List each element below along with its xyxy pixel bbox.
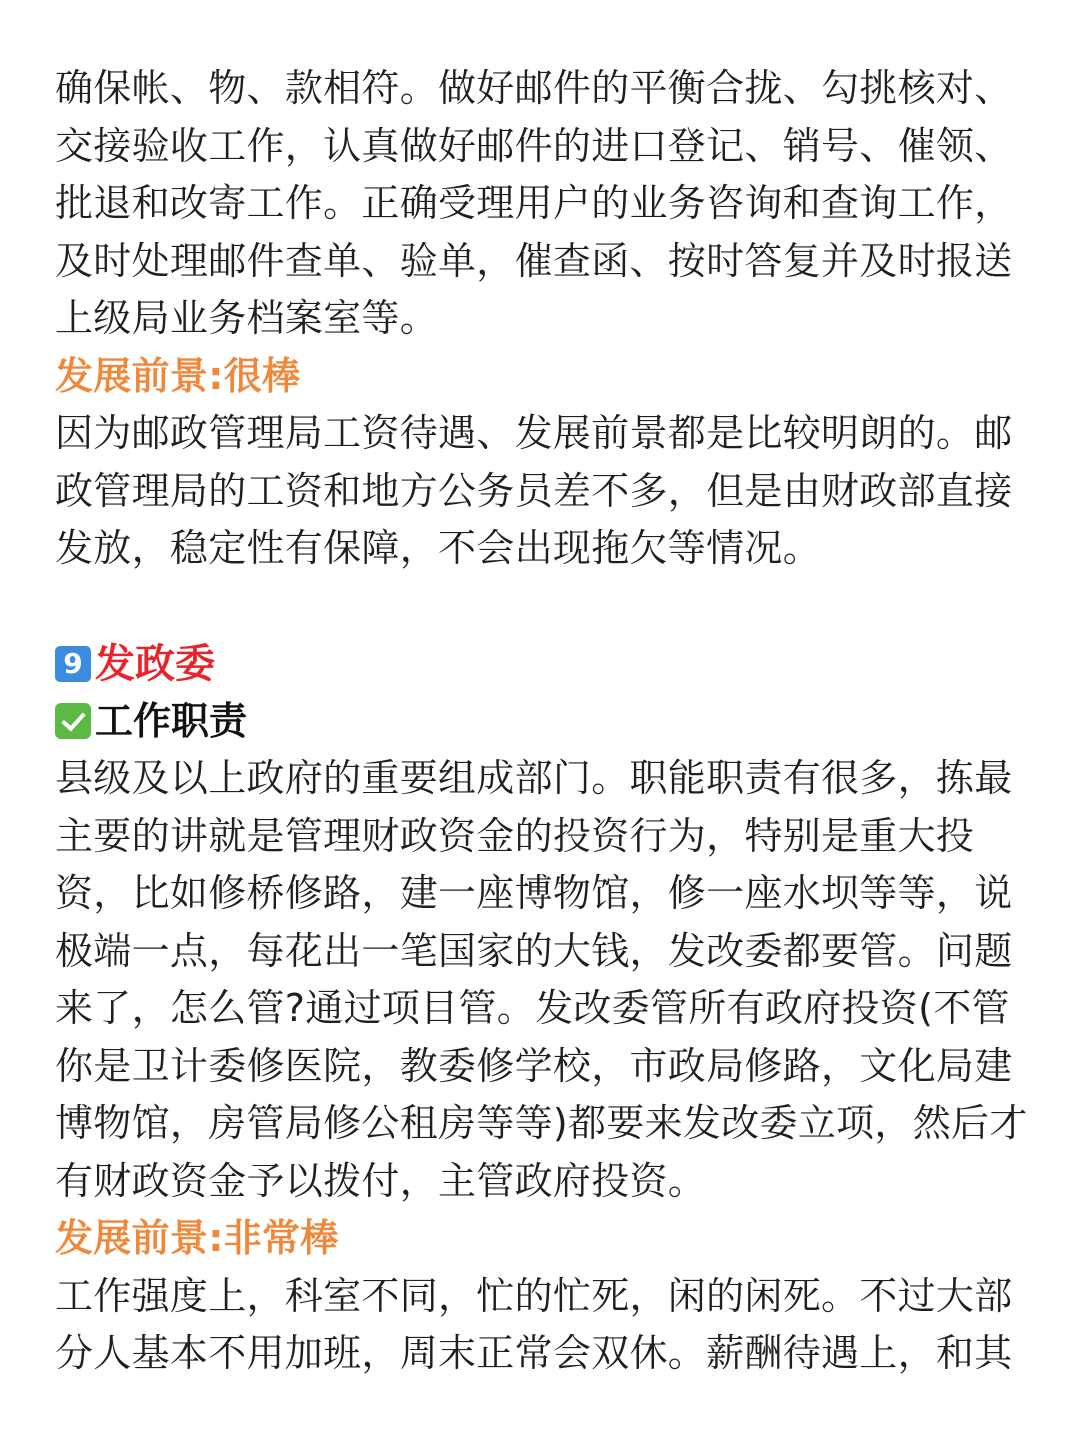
text-line: 分人基本不用加班，周末正常会双休。薪酬待遇上，和其 [55, 1331, 1013, 1375]
text-line: 你是卫计委修医院，教委修学校，市政局修路，文化局建 [55, 1043, 1013, 1088]
text-line: 交接验收工作，认真做好邮件的进口登记、销号、催领、 [55, 123, 1013, 168]
text-line: 主要的讲就是管理财政资金的投资行为，特别是重大投 [55, 813, 975, 858]
section-title: 发政委 [95, 640, 215, 687]
text-line: 县级及以上政府的重要组成部门。职能职责有很多，拣最 [55, 756, 1013, 800]
section-spacer [55, 578, 1030, 635]
text-line: 上级局业务档案室等。 [55, 296, 439, 340]
text-line: 及时处理邮件查单、验单，催查函、按时答复并及时报送 [55, 238, 1013, 283]
check-mark-button-icon [55, 703, 91, 739]
duty-heading [55, 693, 1030, 751]
postal-duty-paragraph [55, 60, 1030, 348]
text-line: 发放，稳定性有保障，不会出现拖欠等情况。 [55, 526, 822, 570]
text-line: 来了，怎么管?通过项目管。发改委管所有政府投资(不管 [55, 986, 1010, 1030]
text-line: 工作强度上，科室不同，忙的忙死，闲的闲死。不过大部 [55, 1273, 1013, 1318]
text-line: 博物馆，房管局修公租房等等)都要来发改委立项，然后才 [55, 1101, 1028, 1145]
text-line: 确保帐、物、款相符。做好邮件的平衡合拢、勾挑核对、 [55, 66, 1013, 110]
keycap-number-icon: 9 [55, 646, 91, 682]
text-line: 批退和改寄工作。正确受理用户的业务咨询和查询工作， [55, 181, 1013, 225]
postal-prospect-paragraph [55, 405, 1030, 578]
section-heading [55, 635, 1030, 693]
duty-label: 工作职责 [95, 698, 248, 743]
text-line: 政管理局的工资和地方公务员差不多，但是由财政部直接 [55, 468, 1013, 513]
text-line: 极端一点，每花出一笔国家的大钱，发改委都要管。问题 [55, 928, 1013, 973]
section-prospect-paragraph [55, 1268, 1030, 1383]
duty-paragraph [55, 750, 1030, 1210]
prospect-heading: 发展前景:非常棒 [55, 1216, 339, 1260]
article-body [55, 60, 1030, 1383]
text-line: 因为邮政管理局工资待遇、发展前景都是比较明朗的。邮 [55, 411, 1013, 455]
text-line: 有财政资金予以拨付，主管政府投资。 [55, 1158, 707, 1203]
prospect-heading: 发展前景:很棒 [55, 353, 301, 398]
text-line: 资，比如修桥修路，建一座博物馆，修一座水坝等等，说 [55, 871, 1013, 915]
